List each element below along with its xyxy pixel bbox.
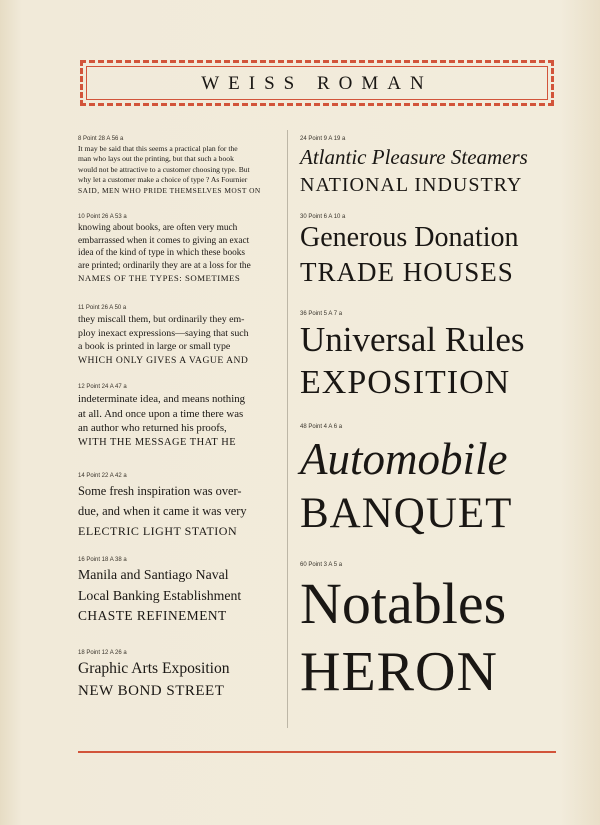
spec-label: 12 Point 24 A 47 a	[78, 384, 127, 390]
specimen-caps: NEW BOND STREET	[78, 683, 225, 699]
spec-label: 18 Point 12 A 26 a	[78, 650, 127, 656]
specimen-text	[78, 565, 272, 606]
specimen-caps: EXPOSITION	[300, 364, 511, 401]
text-line: an author who returned his proofs,	[78, 422, 227, 435]
text-line: indeterminate idea, and means nothing	[78, 393, 245, 405]
spec-label: 11 Point 26 A 50 a	[78, 305, 127, 311]
text-line: man who lays out the printing, but that such a book	[78, 154, 234, 164]
specimen-30pt	[300, 214, 519, 290]
text-line: at all. And once upon a time there was	[78, 407, 244, 420]
title-frame	[80, 60, 554, 106]
spec-label: 48 Point 4 A 6 a	[300, 424, 343, 430]
specimen-24pt	[300, 136, 528, 200]
text-line: Some fresh inspiration was over-	[78, 484, 242, 498]
specimen-text	[78, 481, 272, 521]
specimen-12pt	[78, 384, 272, 450]
specimen-caps: SAID, MEN WHO PRIDE THEMSELVES MOST ON	[78, 185, 261, 195]
specimen-36pt	[300, 311, 525, 405]
text-line: why let a customer make a choice of type ? As Fournier	[78, 175, 248, 185]
specimen-8pt	[78, 136, 272, 196]
specimen-18pt	[78, 650, 272, 702]
specimen-italic: Atlantic Pleasure Steamers	[300, 145, 528, 169]
specimen-11pt	[78, 305, 272, 367]
text-line: ploy inexact expressions—saying that such	[78, 327, 249, 339]
specimen-10pt	[78, 214, 272, 285]
text-line: embarrassed when it comes to giving an exact	[78, 235, 250, 246]
specimen-text	[78, 313, 272, 354]
spec-label: 10 Point 26 A 53 a	[78, 214, 127, 220]
text-line: Graphic Arts Exposition	[78, 660, 230, 677]
specimen-italic: Universal Rules	[300, 320, 525, 359]
bottom-rule	[78, 751, 556, 753]
spec-label: 16 Point 18 A 38 a	[78, 557, 127, 563]
spec-label: 14 Point 22 A 42 a	[78, 473, 127, 479]
specimen-caps: CHASTE REFINEMENT	[78, 608, 227, 623]
text-line: knowing about books, are often very much	[78, 223, 238, 233]
specimen-caps: WITH THE MESSAGE THAT HE	[78, 436, 237, 448]
spec-label: 24 Point 9 A 19 a	[300, 136, 346, 142]
specimen-text	[78, 222, 272, 272]
text-line: Manila and Santiago Naval	[78, 567, 229, 582]
specimen-caps: NAMES OF THE TYPES: SOMETIMES	[78, 273, 241, 283]
text-line: are printed; ordinarily they are at a loss for the	[78, 260, 251, 271]
text-line: they miscall them, but ordinarily they em-	[78, 314, 245, 325]
text-line: would not be attractive to a customer choosing type. But	[78, 164, 250, 174]
specimen-caps: HERON	[300, 641, 498, 703]
specimen-16pt	[78, 557, 272, 627]
text-line: It may be said that this seems a practical plan for the	[78, 144, 238, 153]
spec-label: 36 Point 5 A 7 a	[300, 311, 343, 317]
specimen-48pt	[300, 424, 512, 542]
specimen-text	[78, 658, 272, 680]
specimen-text	[78, 144, 272, 186]
text-line: Local Banking Establishment	[78, 587, 242, 603]
spec-label: 30 Point 6 A 10 a	[300, 214, 346, 220]
spec-label: 8 Point 28 A 56 a	[78, 136, 124, 142]
column-divider	[287, 130, 288, 728]
specimen-text	[78, 392, 272, 436]
specimen-caps: TRADE HOUSES	[300, 257, 514, 287]
specimen-caps: ELECTRIC LIGHT STATION	[78, 524, 238, 538]
specimen-italic: Notables	[300, 571, 507, 636]
specimen-caps: NATIONAL INDUSTRY	[300, 174, 523, 196]
specimen-caps: WHICH ONLY GIVES A VAGUE AND	[78, 354, 249, 366]
text-line: due, and when it came it was very	[78, 504, 247, 518]
text-line: idea of the kind of type in which these books	[78, 248, 246, 258]
specimen-caps: BANQUET	[300, 490, 513, 537]
specimen-italic: Automobile	[300, 434, 508, 484]
specimen-14pt	[78, 473, 272, 541]
specimen-italic: Generous Donation	[300, 222, 519, 253]
page-title: WEISS ROMAN	[201, 73, 433, 94]
spec-label: 60 Point 3 A 5 a	[300, 562, 343, 568]
text-line: a book is printed in large or small type	[78, 341, 231, 352]
specimen-60pt	[300, 562, 506, 706]
